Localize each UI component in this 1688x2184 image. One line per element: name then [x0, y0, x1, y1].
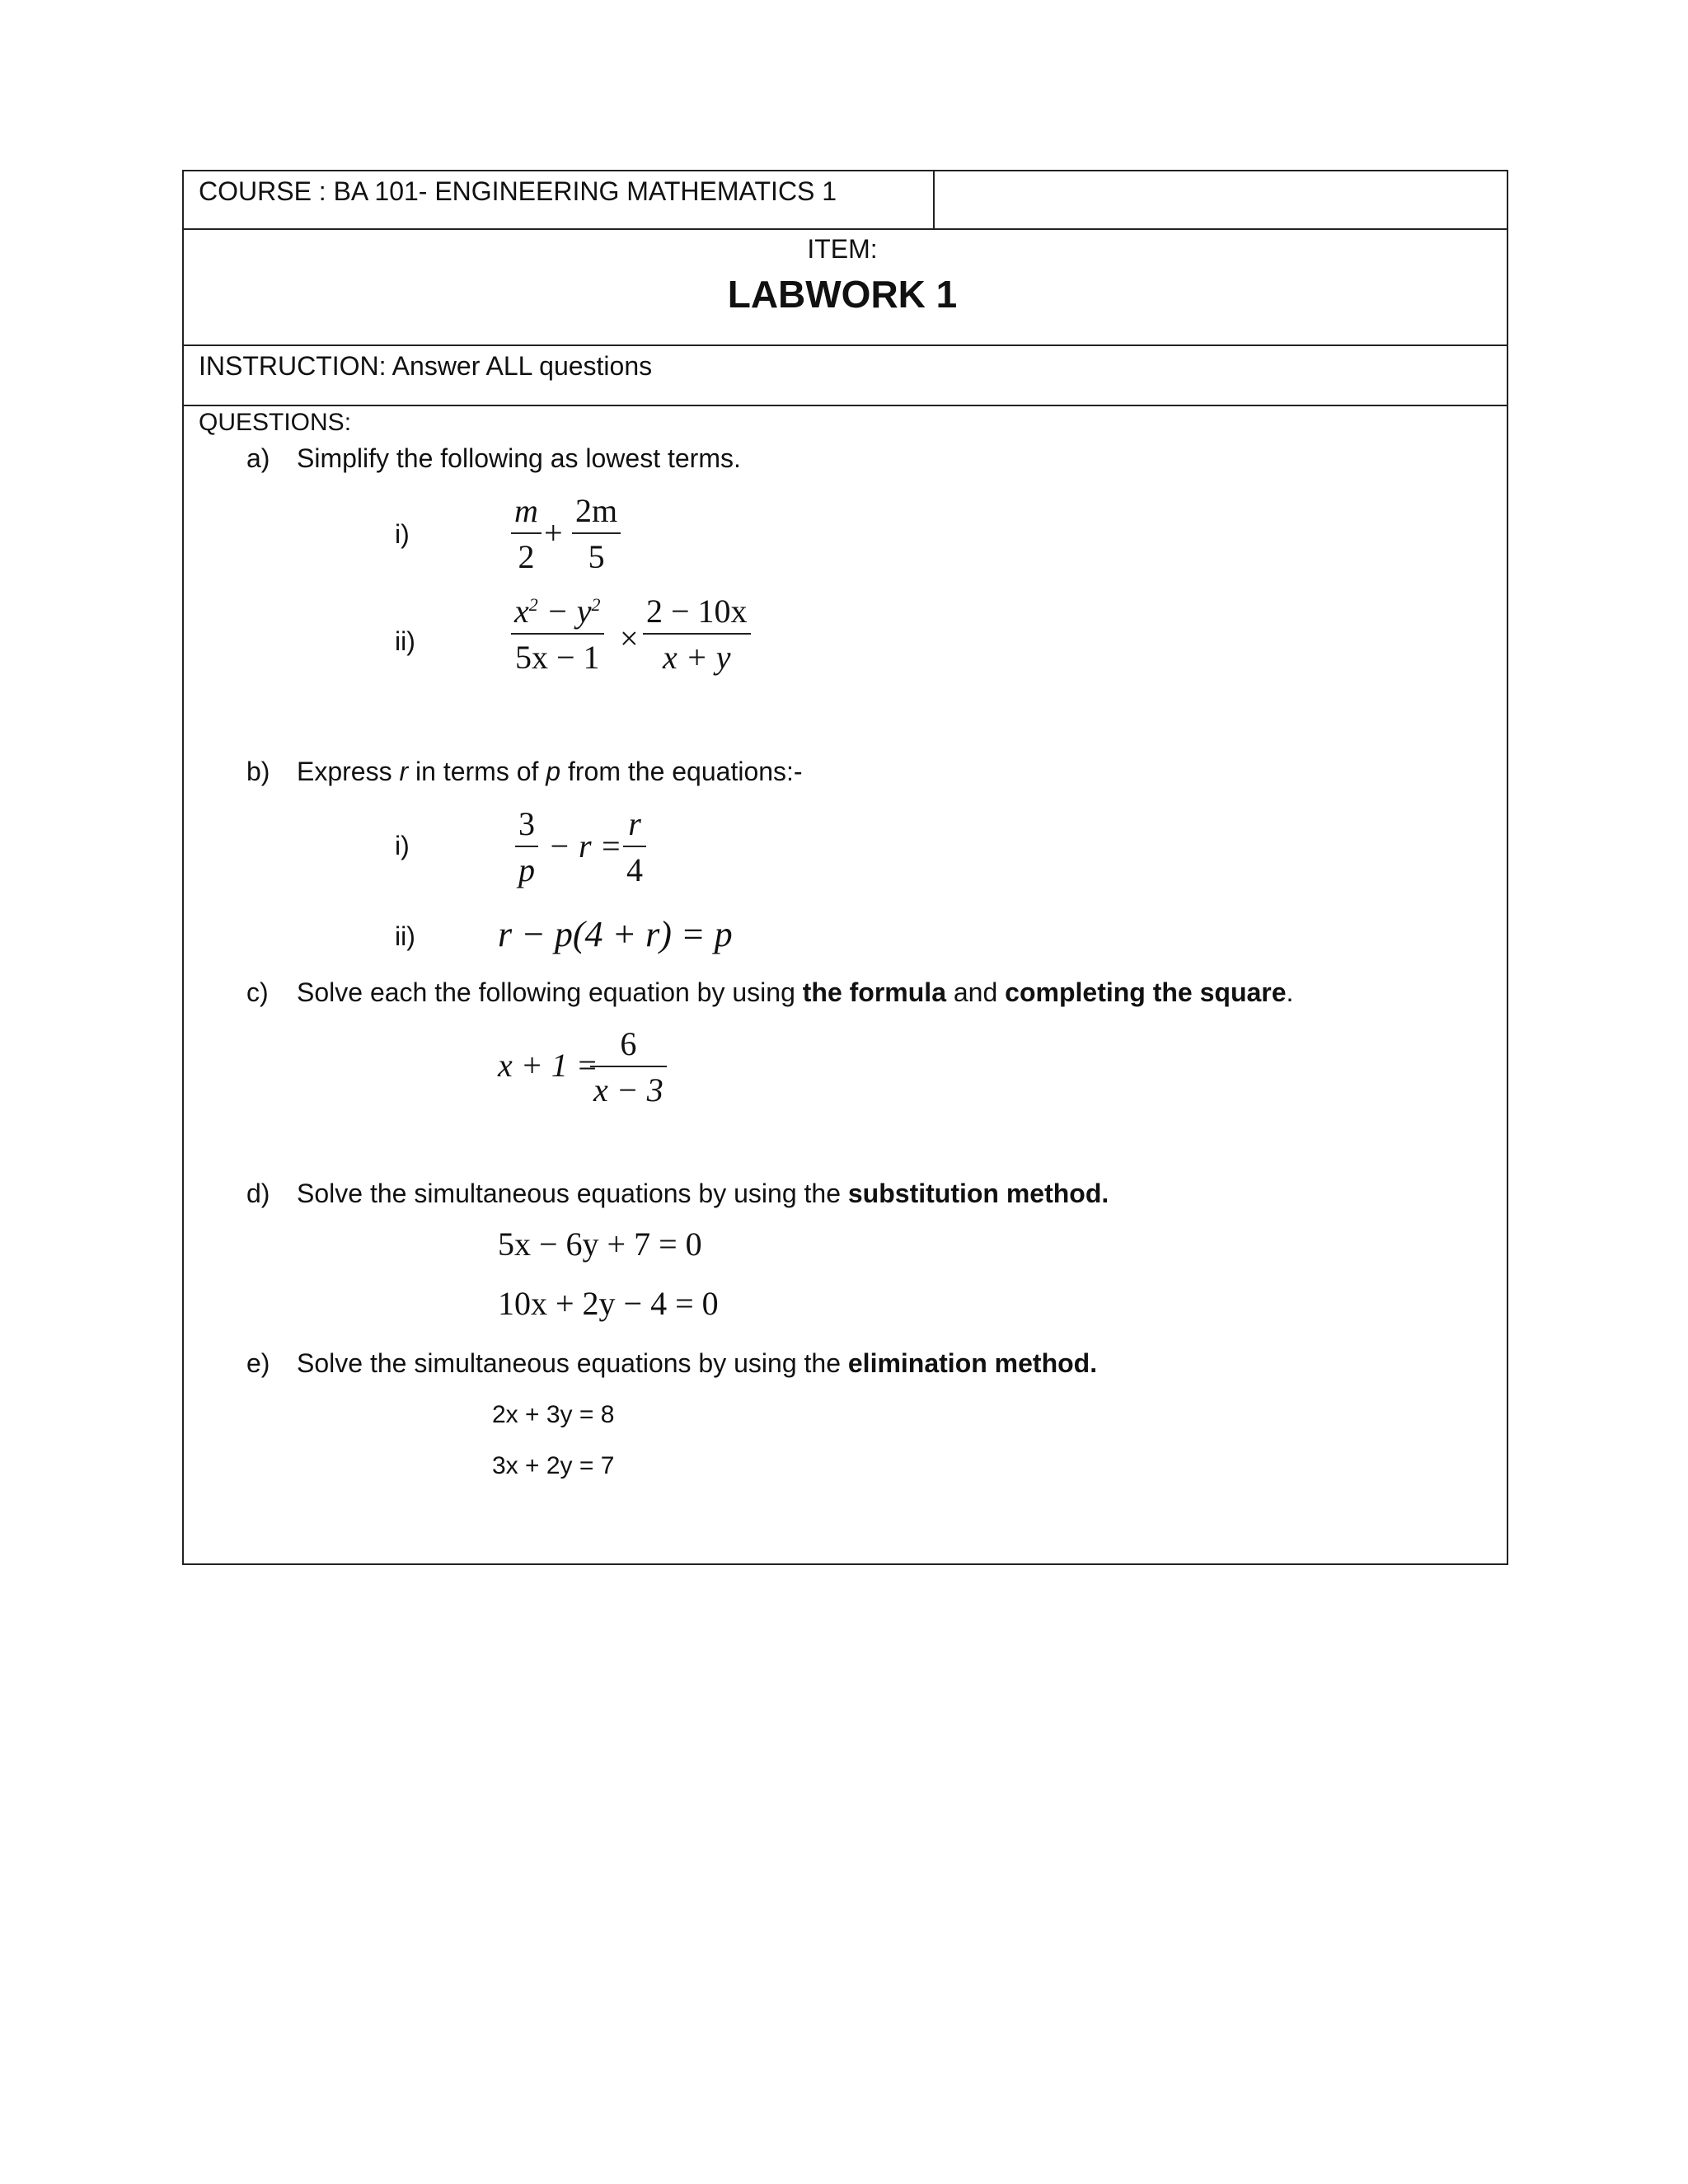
a-ii-num-x: x — [514, 593, 529, 630]
question-a-letter: a) — [246, 443, 270, 473]
a-i-fraction-1 — [511, 494, 542, 574]
a-ii-fraction-2 — [643, 595, 751, 674]
question-b-i-label: i) — [395, 831, 410, 860]
a-ii-den-2: x + y — [663, 639, 731, 676]
a-i-fraction-2 — [572, 494, 621, 574]
header-divider — [933, 171, 935, 228]
b-i-num-2: r — [628, 805, 641, 842]
course-title: COURSE : BA 101- ENGINEERING MATHEMATICS 1 — [199, 176, 837, 206]
rule-1 — [184, 228, 1507, 230]
questions-label: QUESTIONS: — [199, 409, 352, 436]
e-equation-2: 3x + 2y = 7 — [492, 1452, 615, 1479]
question-d-letter: d) — [246, 1179, 270, 1208]
question-c-letter: c) — [246, 977, 269, 1007]
question-a-ii-label: ii) — [395, 626, 415, 656]
question-b-text: Express r in terms of p from the equations:- — [297, 757, 803, 786]
a-i-den-2: 5 — [588, 538, 605, 575]
item-title: LABWORK 1 — [727, 273, 958, 316]
a-ii-fraction-1 — [511, 595, 604, 674]
b-i-middle: − r = — [548, 827, 622, 865]
c-denominator: x − 3 — [593, 1071, 663, 1108]
a-i-den-1: 2 — [518, 538, 535, 575]
c-lhs: x + 1 = — [498, 1047, 598, 1084]
a-ii-num-2: 2 − 10x — [646, 593, 748, 630]
question-d-text: Solve the simultaneous equations by using the substitution method. — [297, 1179, 1109, 1208]
question-a-text: Simplify the following as lowest terms. — [297, 443, 741, 473]
b-i-fraction-2 — [623, 805, 646, 888]
a-ii-sup-1: 2 — [528, 594, 538, 615]
a-i-operator: + — [544, 514, 563, 551]
c-fraction — [590, 1025, 667, 1108]
item-label: ITEM: — [807, 234, 878, 264]
d-equation-2: 10x + 2y − 4 = 0 — [498, 1285, 719, 1322]
a-ii-den-1: 5x − 1 — [514, 639, 600, 676]
question-a-i-label: i) — [395, 519, 410, 549]
a-ii-operator: × — [620, 620, 639, 657]
b-i-den-2: 4 — [626, 851, 643, 888]
a-ii-sup-2: 2 — [591, 594, 601, 615]
b-ii-equation: r − p(4 + r) = p — [498, 914, 733, 954]
e-equation-1: 2x + 3y = 8 — [492, 1401, 615, 1428]
rule-3 — [184, 405, 1507, 406]
question-b-letter: b) — [246, 757, 270, 786]
b-i-num-1: 3 — [518, 805, 535, 842]
a-i-num-1: m — [514, 492, 538, 529]
question-e-text: Solve the simultaneous equations by using the elimination method. — [297, 1348, 1098, 1378]
rule-2 — [184, 344, 1507, 346]
b-i-fraction-1 — [515, 805, 538, 888]
instruction: INSTRUCTION: Answer ALL questions — [199, 351, 653, 381]
question-c-text: Solve each the following equation by using the formula and completing the square. — [297, 977, 1294, 1007]
b-i-den-1: p — [518, 851, 535, 888]
c-numerator: 6 — [620, 1025, 637, 1062]
a-i-num-2: 2m — [575, 492, 618, 529]
a-ii-num-y: − y — [537, 593, 592, 630]
question-b-ii-label: ii) — [395, 921, 415, 951]
d-equation-1: 5x − 6y + 7 = 0 — [498, 1226, 702, 1263]
question-e-letter: e) — [246, 1348, 270, 1378]
